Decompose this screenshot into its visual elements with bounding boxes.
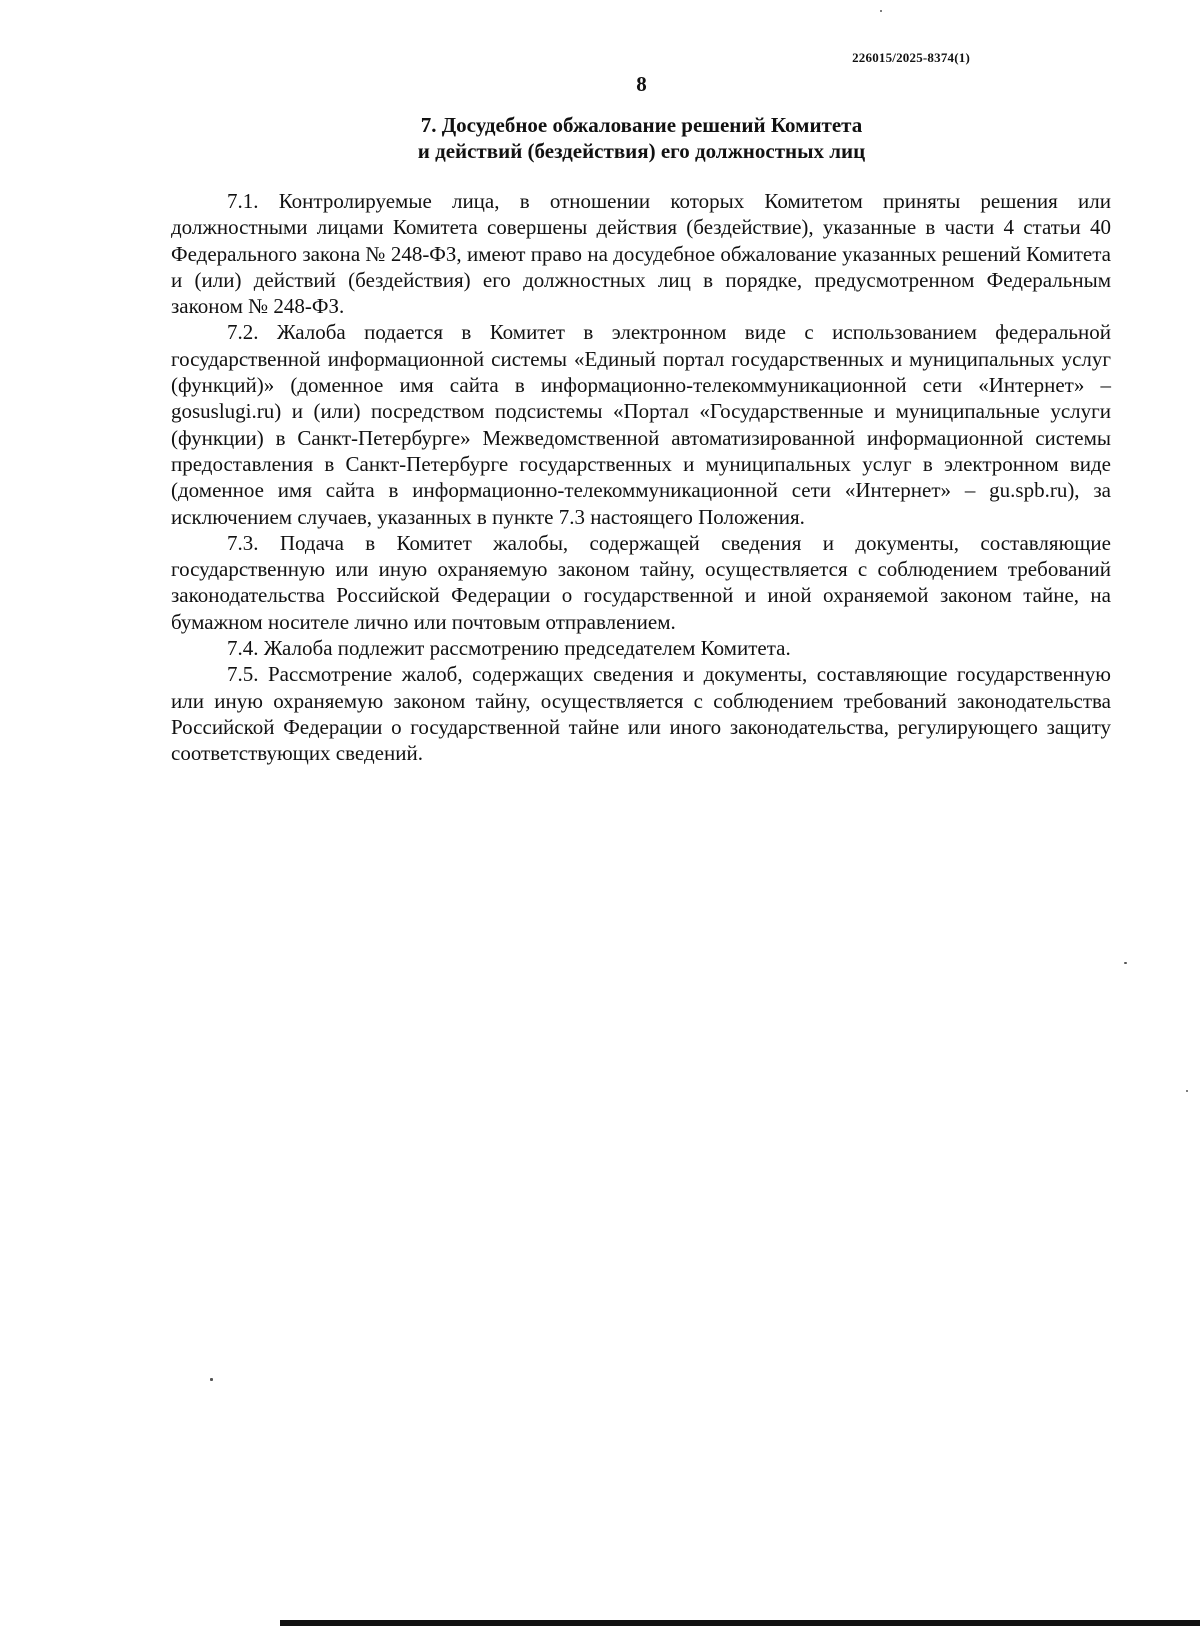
scan-speck bbox=[880, 10, 882, 12]
scan-speck bbox=[1124, 962, 1127, 964]
paragraph-7-5: 7.5. Рассмотрение жалоб, содержащих сведения и документы, составляющие государственную или иную охраняемую законом тайну, осуществляется с соблюдением требований законодательства Российской Федерации о государственной тайне или иного законодательства, регулирующего защиту соответствующих сведений. bbox=[171, 662, 1111, 766]
document-registration-number: 226015/2025-8374(1) bbox=[852, 50, 970, 65]
scan-speck bbox=[1186, 1090, 1188, 1092]
paragraph-7-1: 7.1. Контролируемые лица, в отношении которых Комитетом приняты решения или должностными лицами Комитета совершены действия (бездействие), указанные в части 4 статьи 40 Федерального закона № 248-ФЗ, имеют право на досудебное обжалование указанных решений Комитета и (или) действий (бездействия) его должностных лиц в порядке, предусмотренном Федеральным законом № 248-ФЗ. bbox=[171, 189, 1111, 319]
section-heading-line-2: и действий (бездействия) его должностных лиц bbox=[417, 139, 866, 163]
scan-speck bbox=[210, 1378, 213, 1381]
paragraph-7-4: 7.4. Жалоба подлежит рассмотрению председателем Комитета. bbox=[227, 636, 791, 661]
section-heading-line-1: 7. Досудебное обжалование решений Комитета bbox=[420, 113, 863, 137]
page-number: 8 bbox=[636, 72, 647, 96]
paragraph-7-3: 7.3. Подача в Комитет жалобы, содержащей сведения и документы, составляющие государственную или иную охраняемую законом тайну, осуществляется с соблюдением требований законодательства Российской Федерации о государственной и иной охраняемой законом тайне, на бумажном носителе лично или почтовым отправлением. bbox=[171, 530, 1111, 634]
document-body bbox=[171, 188, 1111, 767]
paragraph-7-2: 7.2. Жалоба подается в Комитет в электронном виде с использованием федеральной государственной информационной системы «Единый портал государственных и муниципальных услуг (функций)» (доменное имя сайта в информационно-телекоммуникационной сети «Интернет» – gosuslugi.ru) и (или) посредством подсистемы «Портал «Государственные и муниципальные услуги (функции) в Санкт-Петербурге» Межведомственной автоматизированной информационной системы предоставления в Санкт-Петербурге государственных и муниципальных услуг в электронном виде (доменное имя сайта в информационно-телекоммуникационной сети «Интернет» – gu.spb.ru), за исключением случаев, указанных в пункте 7.3 настоящего Положения. bbox=[171, 320, 1111, 529]
section-heading bbox=[0, 112, 1200, 164]
scan-bottom-edge bbox=[280, 1620, 1200, 1626]
